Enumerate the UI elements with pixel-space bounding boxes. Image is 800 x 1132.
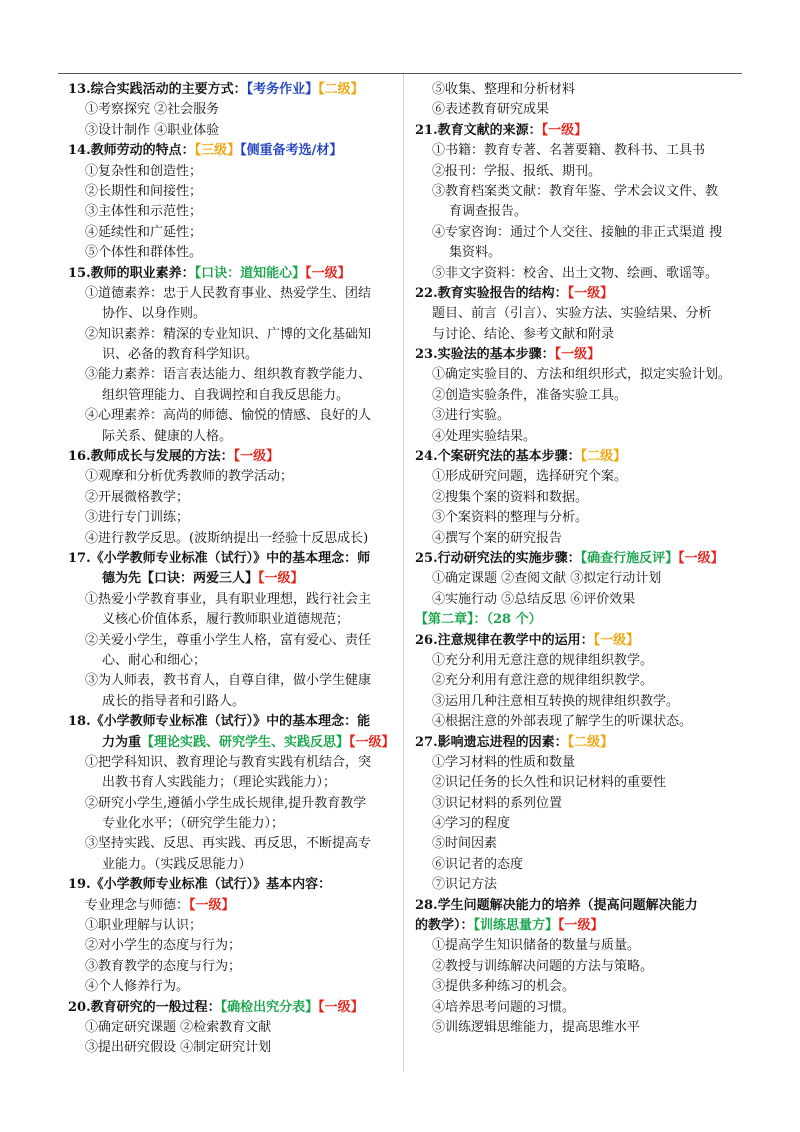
text-segment: 25.行动研究法的实施步骤：: [415, 550, 581, 566]
list-item: [68, 896, 396, 916]
list-item: ⑤非文字资料：校舍、出土文物、绘画、歌谣等。: [432, 265, 719, 281]
list-item: ①提高学生知识储备的数量与质量。: [432, 938, 641, 954]
section-heading: [415, 631, 747, 651]
section-heading: [68, 998, 396, 1018]
tag-label: 【理论实践、研究学生、实践反思】: [141, 734, 350, 750]
text-segment: 的教学）：: [415, 918, 474, 934]
list-item-continuation: 际关系、健康的人格。: [102, 428, 233, 444]
section-heading: [68, 569, 396, 589]
list-item: ②识记任务的长久性和识记材料的重要性: [432, 775, 667, 791]
tag-label: 【二级】: [318, 82, 364, 97]
list-item: ③教育档案类文献：教育年鉴、学术会议文件、教: [432, 183, 719, 199]
tag-label: 【三级】: [194, 143, 241, 159]
list-item: ②关爱小学生，尊重小学生人格，富有爱心、责任: [85, 632, 372, 648]
tag-label: 【一级】: [258, 571, 304, 587]
list-item: ①确定课题 ②查阅文献 ③拟定行动计划: [432, 571, 662, 587]
list-item: ④专家咨询：通过个人交往、接触的非正式渠道 搜: [432, 224, 723, 240]
list-item: ③运用几种注意相互转换的规律组织教学。: [432, 693, 680, 709]
list-item: ③进行专门训练；: [85, 510, 190, 526]
list-item: ⑥识记者的态度: [432, 856, 524, 872]
list-item: ①复杂性和创造性；: [85, 163, 203, 179]
section-heading: [68, 447, 396, 467]
text-segment: 专业理念与师德：: [85, 897, 190, 913]
section-heading: [68, 141, 396, 161]
list-item: ②知识素养：精深的专业知识、广博的文化基础知: [85, 326, 372, 342]
tag-label: 【一级】: [305, 265, 351, 281]
tag-label: 【一级】: [541, 122, 588, 138]
tag-label: 【侧重备考选/材】: [240, 143, 343, 159]
list-item: ④学习的程度: [432, 816, 511, 832]
list-item: ⑥表述教育研究成果: [432, 102, 550, 118]
section-heading: [68, 80, 396, 100]
text-segment: 24.个案研究法的基本步骤：: [415, 449, 581, 465]
tag-label: 【一级】: [567, 285, 614, 301]
text-segment: 16.教师成长与发展的方法：: [68, 449, 234, 465]
list-item: ②长期性和间接性；: [85, 183, 203, 199]
right-column: [415, 80, 747, 1038]
section-heading: [415, 733, 747, 753]
section-heading: [415, 447, 747, 467]
section-heading: [415, 916, 747, 936]
tag-label: 【一级】: [349, 734, 395, 750]
list-item: ②教授与训练解决问题的方法与策略。: [432, 958, 654, 974]
section-heading: [68, 733, 396, 753]
tag-label: 【一级】: [554, 347, 601, 363]
list-item: ①确定研究课题 ②检索教育文献: [85, 1019, 272, 1035]
list-item: ③主体性和示范性；: [85, 204, 203, 220]
list-item-continuation: 出教书育人实践能力；（理论实践能力）；: [102, 775, 337, 791]
list-item: ③能力素养：语言表达能力、组织教育教学能力、: [85, 367, 372, 383]
list-item: ①观摩和分析优秀教师的教学活动；: [85, 469, 294, 485]
tag-label: 【考务作业】: [246, 82, 319, 97]
text-segment: 22.教育实验报告的结构：: [415, 285, 568, 301]
section-heading: [415, 345, 747, 365]
text-segment: 28.学生问题解决能力的培养（提高问题解决能力: [415, 897, 698, 913]
list-item-continuation: 识、必备的教育科学知识。: [102, 347, 259, 363]
list-item: ③提供多种练习的机会。: [432, 979, 576, 995]
list-item: ④根据注意的外部表现了解学生的听课状态。: [432, 714, 693, 730]
tag-label: 【训练思量方】: [473, 918, 559, 934]
list-item: ①考察探究 ②社会服务: [85, 102, 220, 118]
text-segment: 15.教师的职业素养：: [68, 265, 195, 281]
list-item: 与讨论、结论、参考文献和附录: [432, 326, 615, 342]
list-item: ③设计制作 ④职业体验: [85, 122, 220, 138]
list-item: ②创造实验条件，准备实验工具。: [432, 387, 628, 403]
column-divider: [403, 74, 404, 1072]
section-heading: [68, 549, 396, 569]
section-heading: [415, 610, 747, 630]
tag-label: 【口诀：道知能心】: [194, 265, 306, 281]
list-item-continuation: 心、耐心和细心；: [102, 652, 207, 668]
list-item: ④个人修养行为。: [85, 979, 190, 995]
list-item: ④实施行动 ⑤总结反思 ⑥评价效果: [432, 591, 636, 607]
list-item: ②研究小学生,遵循小学生成长规律,提升教育教学: [85, 795, 367, 811]
list-item: ③提出研究假设 ④制定研究计划: [85, 1040, 272, 1056]
list-item: ②开展微格教学；: [85, 489, 190, 505]
text-segment: 21.教育文献的来源：: [415, 122, 542, 138]
text-segment: 26.注意规律在教学中的运用：: [415, 632, 594, 648]
tag-label: 【确检出究分表】: [220, 999, 319, 1015]
list-item: ①确定实验目的、方法和组织形式，拟定实验计划。: [432, 367, 732, 383]
list-item: ③识记材料的系列位置: [432, 795, 563, 811]
list-item: ①形成研究问题，选择研究个案。: [432, 469, 628, 485]
tag-label: 【二级】: [567, 734, 614, 750]
list-item: ③个案资料的整理与分析。: [432, 510, 589, 526]
list-item: ③进行实验。: [432, 408, 511, 424]
list-item: ④撰写个案的研究报告: [432, 530, 563, 546]
text-segment: 23.实验法的基本步骤：: [415, 347, 555, 363]
tag-label: 【一级】: [318, 999, 364, 1015]
tag-label: 【第二章】：（28 个）: [415, 612, 542, 628]
tag-label: 【一级】: [233, 449, 280, 465]
text-segment: 27.影响遗忘进程的因素：: [415, 734, 568, 750]
section-heading: [68, 712, 396, 732]
list-item: ①书籍：教育专著、名著要籍、教科书、工具书: [432, 143, 706, 159]
list-item-continuation: 协作、以身作则。: [102, 306, 207, 322]
text-segment: 14.教师劳动的特点：: [68, 143, 195, 159]
tag-label: 【一级】: [558, 918, 604, 934]
list-item: ①道德素养：忠于人民教育事业、热爱学生、团结: [85, 285, 372, 301]
text-segment: 18.《小学教师专业标准（试行）》中的基本理念：能: [68, 714, 371, 730]
list-item: ④培养思考问题的习惯。: [432, 999, 576, 1015]
list-item-continuation: 业能力。（实践反思能力）: [102, 856, 252, 872]
section-heading: [415, 121, 747, 141]
list-item: ⑤收集、整理和分析材料: [432, 82, 576, 97]
text-segment: 13.综合实践活动的主要方式：: [68, 82, 247, 97]
list-item-continuation: 育调查报告。: [449, 204, 528, 220]
text-segment: 17.《小学教师专业标准（试行）》中的基本理念：师: [68, 550, 371, 566]
tag-label: 【一级】: [593, 632, 640, 648]
list-item: ④心理素养：高尚的师德、愉悦的情感、良好的人: [85, 408, 372, 424]
section-heading: [415, 896, 747, 916]
list-item: ⑤时间因素: [432, 836, 498, 852]
tag-label: 【确查行施反评】: [580, 550, 679, 566]
header-rule: [58, 73, 742, 74]
tag-label: 【一级】: [189, 897, 235, 913]
tag-label: 【二级】: [580, 449, 627, 465]
section-heading: [68, 875, 396, 895]
list-item-continuation: 专业化水平；（研究学生能力）；: [102, 816, 285, 832]
tag-label: 【一级】: [678, 550, 724, 566]
list-item: ①把学科知识、教育理论与教育实践有机结合，突: [85, 754, 372, 770]
list-item-continuation: 组织管理能力、自我调控和自我反思能力。: [102, 387, 350, 403]
list-item: ⑤训练逻辑思维能力，提高思维水平: [432, 1019, 641, 1035]
list-item: ①学习材料的性质和数量: [432, 754, 576, 770]
list-item: ③为人师表，教书育人，自尊自律，做小学生健康: [85, 673, 372, 689]
text-segment: 20.教育研究的一般过程：: [68, 999, 221, 1015]
list-item: ④延续性和广延性；: [85, 224, 203, 240]
section-heading: [415, 284, 747, 304]
list-item: ③坚持实践、反思、再实践、再反思，不断提高专: [85, 836, 372, 852]
text-segment: 德为先【口诀：两爱三人】: [102, 571, 259, 587]
list-item: ②搜集个案的资料和数据。: [432, 489, 589, 505]
list-item-continuation: 成长的指导者和引路人。: [102, 693, 246, 709]
section-heading: [68, 264, 396, 284]
text-segment: 19.《小学教师专业标准（试行）》基本内容：: [68, 877, 332, 893]
list-item: ④进行教学反思。(波斯纳提出一经验十反思成长): [85, 530, 369, 546]
section-heading: [415, 549, 747, 569]
list-item: ③教育教学的态度与行为；: [85, 958, 242, 974]
list-item: ⑦识记方法: [432, 877, 498, 893]
list-item: 题目、前言（引言）、实验方法、实验结果、分析: [432, 306, 712, 322]
list-item-continuation: 集资料。: [449, 245, 502, 261]
list-item-continuation: 义核心价值体系，履行教师职业道德规范；: [102, 612, 350, 628]
list-item: ①热爱小学教育事业，具有职业理想，践行社会主: [85, 591, 372, 607]
list-item: ④处理实验结果。: [432, 428, 537, 444]
list-item: ①职业理解与认识；: [85, 918, 203, 934]
left-column: [68, 80, 396, 1059]
list-item: ⑤个体性和群体性。: [85, 245, 203, 261]
list-item: ②报刊：学报、报纸、期刊。: [432, 163, 602, 179]
list-item: ②对小学生的态度与行为；: [85, 938, 242, 954]
text-segment: 力为重: [102, 734, 142, 750]
list-item: ②充分利用有意注意的规律组织教学。: [432, 673, 654, 689]
list-item: ①充分利用无意注意的规律组织教学。: [432, 652, 654, 668]
